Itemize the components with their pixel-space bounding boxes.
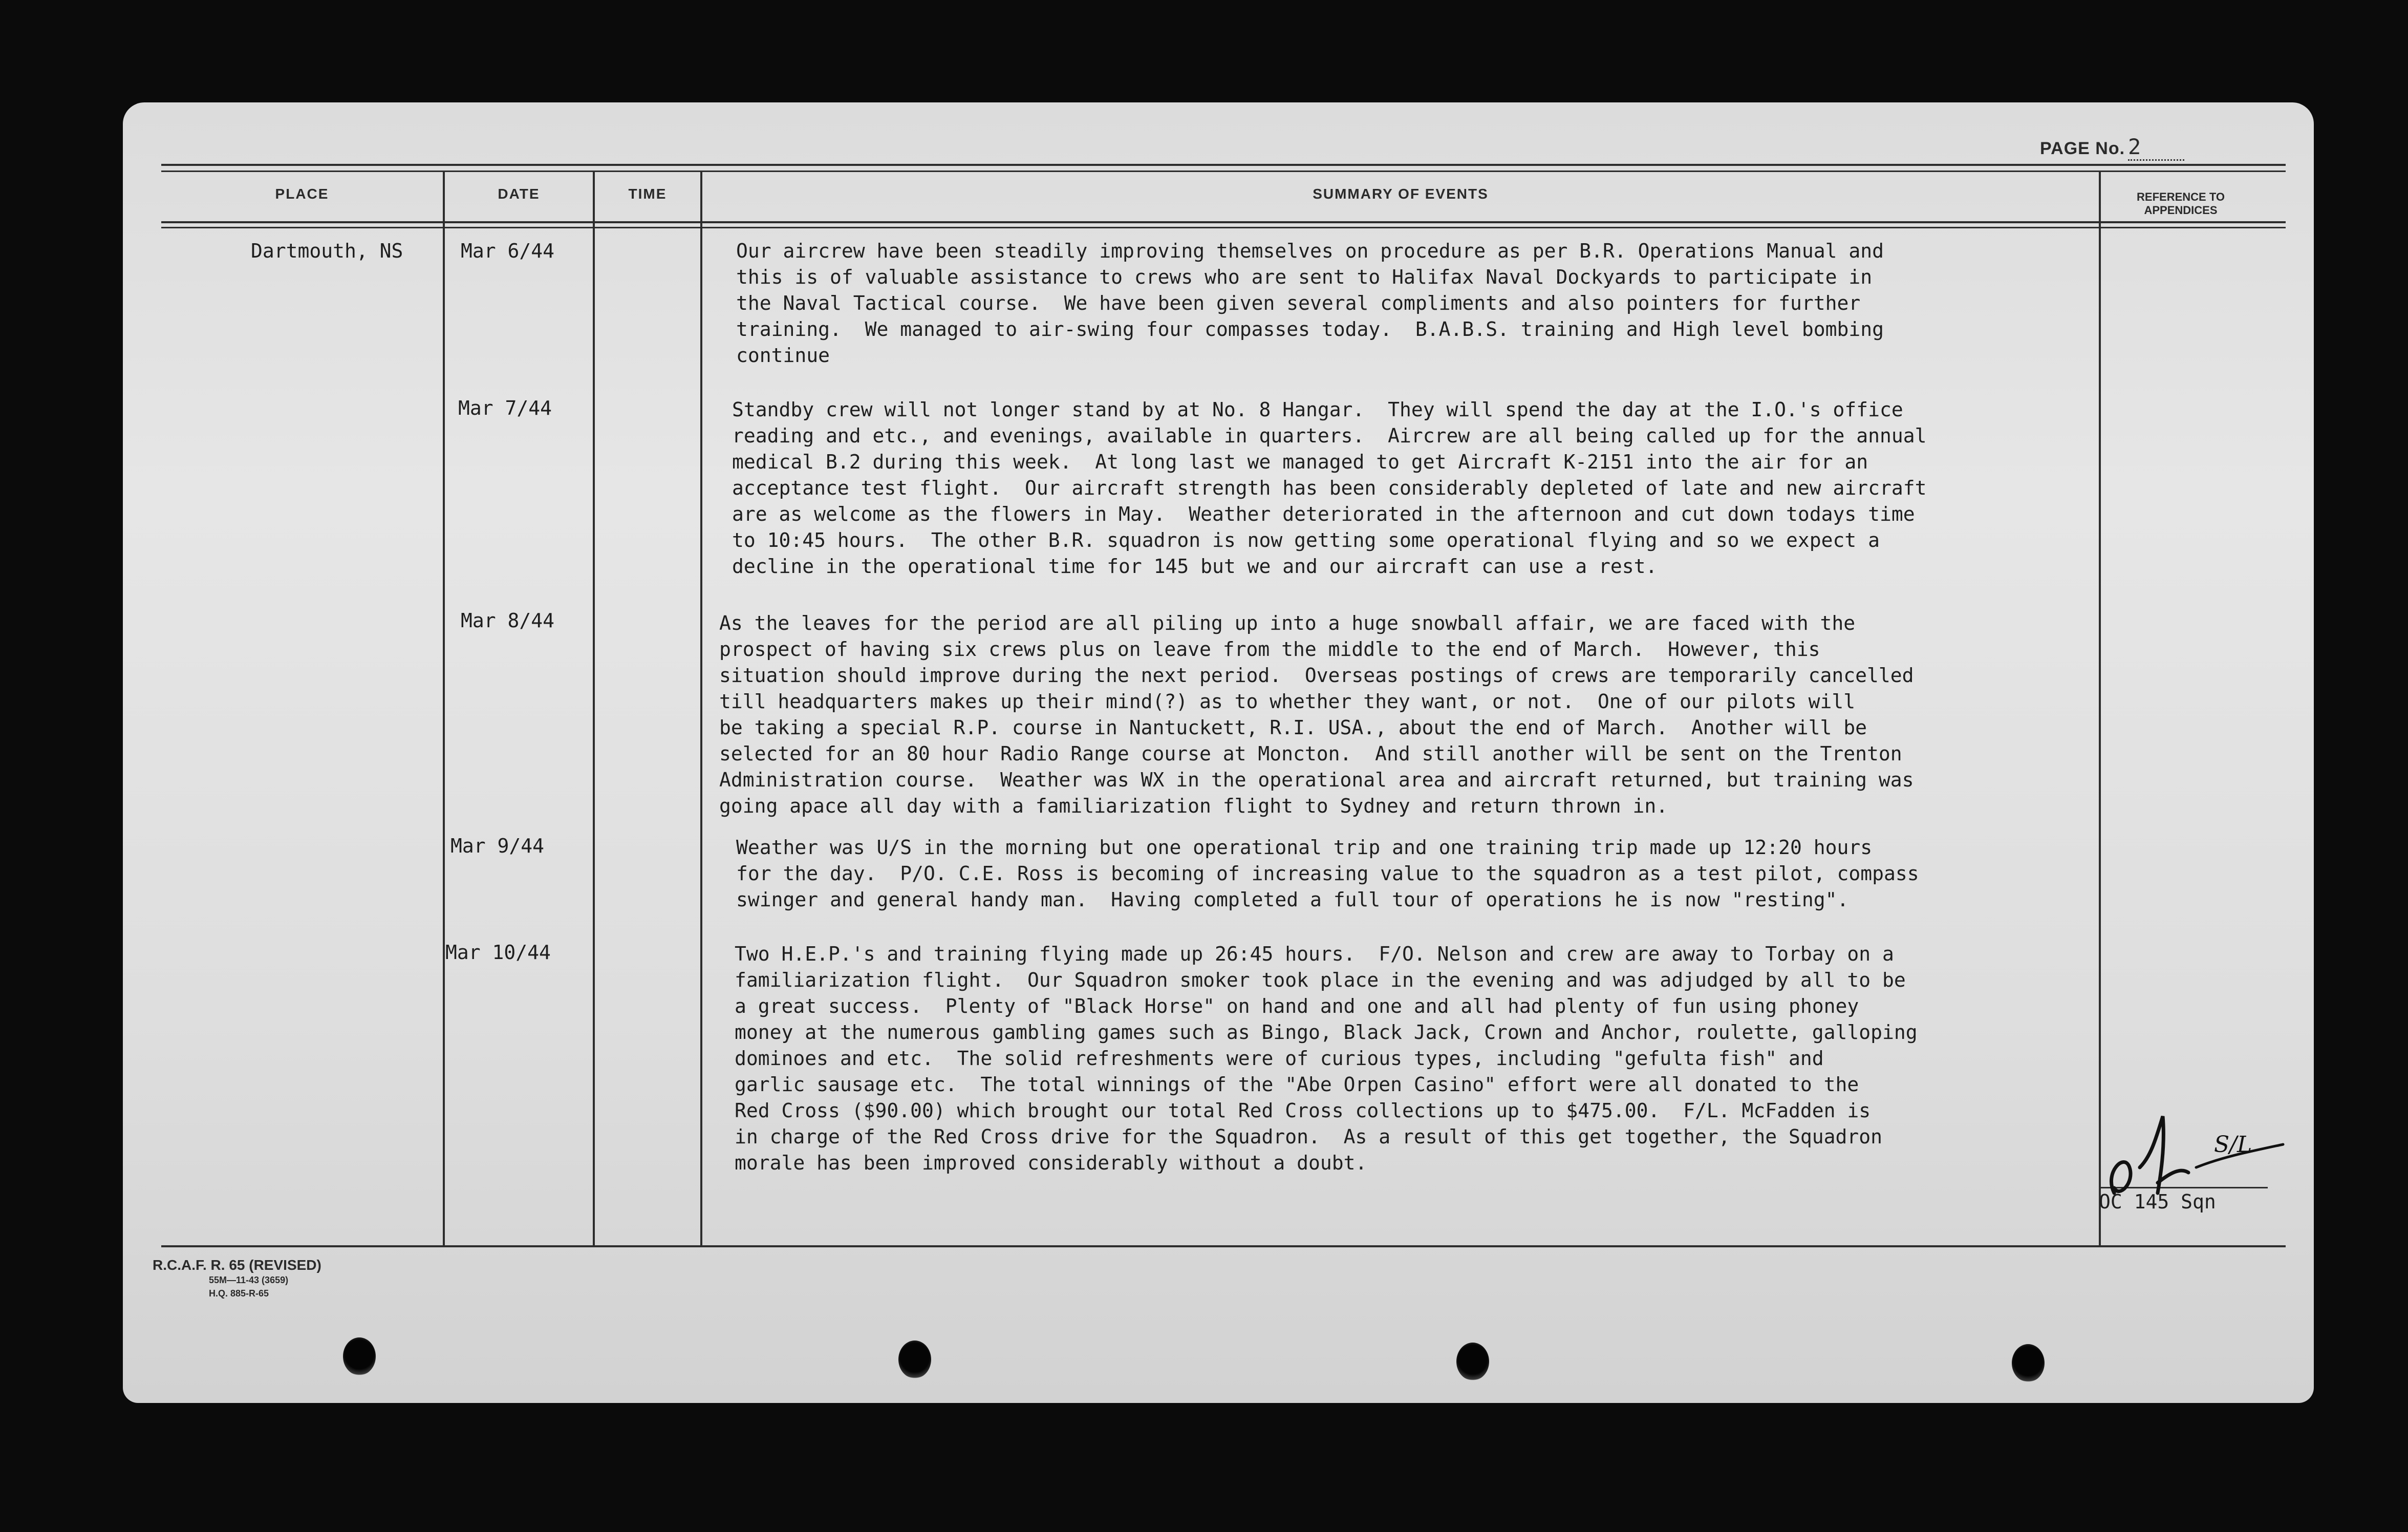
divider-date-time: [593, 172, 595, 1247]
binder-hole: [898, 1341, 931, 1378]
header-summary: SUMMARY OF EVENTS: [1313, 186, 1489, 202]
header-date: DATE: [498, 186, 540, 202]
binder-hole: [2012, 1344, 2045, 1382]
summary-text: As the leaves for the period are all piling up into a huge snowball affair, we are faced with the prospect of having six crews plus on leave from the middle to the end of March. However, this situation should improve during the next period. Overseas postings of crews are temporarily cancelled till headquarters makes up their mind(?) as to whether they want, or not. One of our pilots will be taking a special R.P. course in Nantuckett, R.I. USA., about the end of March. Another will be selected for an 80 hour Radio Range course at Moncton. And still another will be sent on the Trenton Administration course. Weather was WX in the operational area and aircraft returned, but training was going apace all day with a familiarization flight to Sydney and return thrown in.: [719, 612, 1914, 817]
date-cell: Mar 8/44: [461, 609, 555, 632]
header-reference: REFERENCE TO APPENDICES: [2137, 190, 2225, 217]
summary-text: Standby crew will not longer stand by at No. 8 Hangar. They will spend the day at the I.O.'s office reading and etc., and evenings, available in quarters. Aircrew are all being called up for the annual medical B.2 during this week. At long last we managed to get Aircraft K-2151 into the air for an acceptance test flight. Our aircraft strength has been considerably depleted of late and new aircraft are as welcome as the flowers in May. Weather deteriorated in the afternoon and cut down todays time to 10:45 hours. The other B.R. squadron is now getting some operational flying and so we expect a decline in the operational time for 145 but we and our aircraft can use a rest.: [732, 398, 1927, 578]
divider-summary-reference: [2099, 172, 2101, 1247]
form-hq-code: H.Q. 885-R-65: [209, 1288, 269, 1299]
date-cell: Mar 7/44: [458, 397, 552, 419]
form-reference: [153, 1257, 321, 1300]
date-cell: Mar 6/44: [461, 240, 555, 262]
form-print-code: 55M—11-43 (3659): [209, 1275, 289, 1285]
page-number: [2040, 134, 2184, 161]
form-number: R.C.A.F. R. 65 (REVISED): [153, 1257, 321, 1273]
summary-text: Two H.E.P.'s and training flying made up 26:45 hours. F/O. Nelson and crew are away to Torbay on a familiarization flight. Our Squadron smoker took place in the evening and was adjudged by all to be a great success. Plenty of "Black Horse" on hand and one and all had plenty of fun using phoney money at the numerous gambling games such as Bingo, Black Jack, Crown and Anchor, roulette, galloping dominoes and etc. The solid refreshments were of curious types, including "gefulta fish" and garlic sausage etc. The total winnings of the "Abe Orpen Casino" effort were all donated to the Red Cross ($90.00) which brought our total Red Cross collections up to $475.00. F/L. McFadden is in charge of the Red Cross drive for the Squadron. As a result of this get together, the Squadron morale has been improved considerably without a doubt.: [735, 943, 1918, 1174]
top-rule-1: [161, 164, 2286, 166]
summary-text: Weather was U/S in the morning but one operational trip and one training trip made up 12:20 hours for the day. P/O. C.E. Ross is becoming of increasing value to the squadron as a test pilot, compass swinger and general handy man. Having completed a full tour of operations he is now "resting".: [736, 836, 1919, 911]
page-number-value: 2: [2128, 134, 2184, 161]
header-place: PLACE: [275, 186, 329, 202]
binder-hole: [1456, 1343, 1489, 1380]
date-cell: Mar 10/44: [445, 941, 551, 964]
diary-sheet: [123, 102, 2314, 1403]
summary-text: Our aircrew have been steadily improving themselves on procedure as per B.R. Operations Manual and this is of valuable assistance to crews who are sent to Halifax Naval Dockyards to participate in the Naval Tactical course. We have been given several compliments and also pointers for further training. We managed to air-swing four compasses today. B.A.B.S. training and High level bombing continue: [736, 240, 1884, 367]
header-bottom-rule-1: [161, 221, 2286, 223]
table-bottom-rule: [161, 1245, 2286, 1247]
signature-initials: S/L: [2214, 1132, 2252, 1158]
signature-label: OC 145 Sqn: [2099, 1190, 2216, 1213]
top-rule-2: [161, 171, 2286, 172]
place-cell: Dartmouth, NS: [251, 240, 403, 262]
divider-time-summary: [700, 172, 702, 1247]
page-number-label: PAGE No.: [2040, 139, 2125, 158]
header-time: TIME: [628, 186, 667, 202]
divider-place-date: [443, 172, 445, 1247]
header-bottom-rule-2: [161, 227, 2286, 228]
date-cell: Mar 9/44: [450, 835, 545, 857]
binder-hole: [343, 1337, 376, 1375]
